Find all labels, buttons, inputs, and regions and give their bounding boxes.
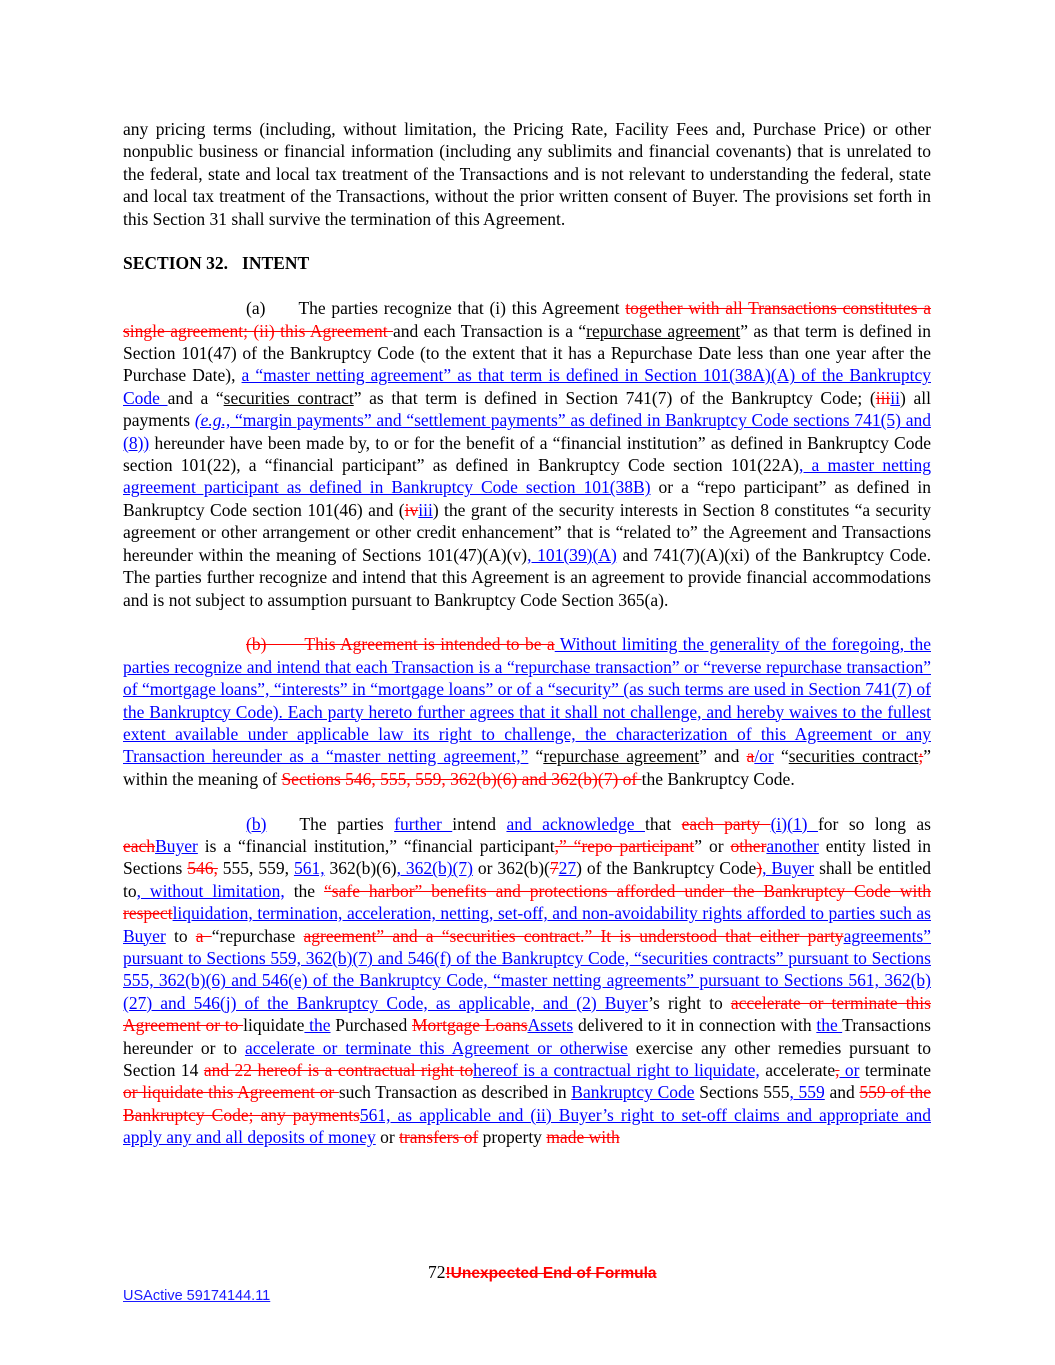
deleted-text-run: accelerate or terminate this Agreement or to xyxy=(123,992,931,1036)
text-run-normal: (a) xyxy=(246,298,266,319)
inserted-text-run: ii xyxy=(890,387,901,408)
inserted-text-run: accelerate or terminate this Agreement or otherwise xyxy=(244,1037,628,1058)
defined-term-underline: repurchase agreement xyxy=(586,320,741,341)
text-run-normal: such Transaction as described in xyxy=(338,1082,572,1103)
deleted-text-run: iv xyxy=(404,499,419,520)
deleted-text-run: agreement” and a “securities contract.” It is understood that either party xyxy=(303,925,844,946)
inserted-text-run: Bankruptcy Code xyxy=(571,1082,695,1103)
paragraph-a xyxy=(123,297,931,611)
deleted-text-run: , xyxy=(835,1060,840,1080)
deleted-text-run: ) xyxy=(756,858,763,879)
text-run-normal: ” or xyxy=(694,835,731,856)
text-run-normal: intend xyxy=(452,813,507,834)
text-run-normal: “ xyxy=(773,746,789,767)
text-run-normal: The parties recognize that (i) this Agreement xyxy=(298,298,626,319)
text-run-normal: hereunder have been made by, to or for the benefit of a “financial institution” as defined in Bankruptcy Code section 101(22), a “financial participant” as defined in Bankruptcy Code section 101(22A) xyxy=(123,432,931,476)
text-run-normal: ) all payments xyxy=(123,387,931,431)
deleted-text-run: and 22 hereof is a contractual right to xyxy=(203,1060,474,1080)
text-run-normal: “ xyxy=(528,746,544,767)
text-run-normal: “repurchase xyxy=(211,925,304,946)
document-id-stamp: USActive 59174144.11 xyxy=(123,1288,271,1304)
text-run-normal: Transactions hereunder or to xyxy=(123,1015,931,1058)
text-run-normal: ) of the Bankruptcy Code xyxy=(576,858,757,879)
text-run-normal: and a “ xyxy=(167,387,224,408)
text-run-normal: ” as that term is defined in Section 101(47) of the Bankruptcy Code (to the extent that it has a Repurchase Date less than one year after the Purchase Date), xyxy=(123,320,932,386)
page-number: 72 xyxy=(428,1262,446,1282)
text-run-normal: and each Transaction is a “ xyxy=(392,320,587,341)
text-run-normal: or 362(b)( xyxy=(472,858,550,879)
inserted-text-run: , Buyer xyxy=(762,858,815,879)
inserted-text-run: , 559 xyxy=(789,1082,825,1103)
document-body xyxy=(123,118,931,1171)
deleted-text-run: “safe harbor” benefits and protections afforded under the Bankruptcy Code with respect xyxy=(123,880,931,924)
inserted-text-run: 27 xyxy=(558,858,577,879)
inserted-text-run: and acknowledge xyxy=(506,813,645,834)
text-run-normal: any pricing terms (including, without limitation, the Pricing Rate, Facility Fees and, Purchase Price) or other nonpublic business or financial information (including any sublimits and financial covenants) that is unrelated to the federal, state and local tax treatment of the Transactions and is not relevant to understanding the federal, state and local tax treatment of the Transactions, without the prior written consent of Buyer. The provisions set forth in this Section 31 shall survive the termination of this Agreement. xyxy=(123,119,931,229)
text-run-normal: delivered to it in connection with xyxy=(573,1015,817,1036)
deleted-text-run: Sections 546, 555, 559, 362(b)(6) and 362(b)(7) of xyxy=(281,768,642,789)
inserted-text-run: the xyxy=(304,1015,331,1036)
inserted-text-run: , 101(39)(A) xyxy=(527,544,617,565)
inserted-text-run: 561, xyxy=(293,858,325,879)
text-run-normal: ” as that term is defined in Section 741(7) of the Bankruptcy Code; ( xyxy=(353,387,876,408)
inserted-text-run: another xyxy=(766,835,819,856)
text-run-normal: Sections 555 xyxy=(694,1082,790,1103)
deleted-text-run: Mortgage Loans xyxy=(411,1015,528,1036)
deleted-text-run: iii xyxy=(875,387,891,408)
deleted-text-run: ,” “repo participant xyxy=(554,835,695,856)
text-run-normal: 362(b)(6) xyxy=(324,858,397,879)
text-run-normal: and 741(7)(A)(xi) of the Bankruptcy Code. The parties further recognize and intend that this Agreement is an agreement to provide financial accommodations and is not subject to assumption pursuant to Bankruptcy Code Section 365(a). xyxy=(123,544,932,610)
inserted-text-run-italic: (e.g., xyxy=(194,410,236,431)
text-run-normal: The parties xyxy=(299,813,395,834)
inserted-text-run: Buyer xyxy=(155,835,198,856)
inserted-text-run: (i)(1) xyxy=(770,813,818,834)
text-run-normal: 555, 559, xyxy=(217,858,294,879)
deleted-text-run: a xyxy=(746,746,755,767)
text-run-normal: for so long as xyxy=(817,813,931,834)
text-run-normal: ” and xyxy=(699,746,747,767)
text-run-normal: is a “financial institution,” “financial participant xyxy=(197,835,555,856)
text-run-normal: the Bankruptcy Code. xyxy=(641,768,795,789)
text-run-normal: exercise any other remedies pursuant to Section 14 xyxy=(123,1037,931,1080)
paragraph-b-replaced xyxy=(123,633,931,790)
deleted-text-run: or liquidate this Agreement or xyxy=(123,1082,339,1103)
text-run-normal: or xyxy=(375,1127,400,1148)
text-run-normal: accelerate xyxy=(759,1060,836,1080)
heading-text-run: INTENT xyxy=(242,253,310,274)
inserted-text-run: agreements” pursuant to Sections 559, 362(b)(7) and 546(f) of the Bankruptcy Code, “securities contracts” pursuant to Sections 555, 362(b)(6) and 546(e) of the Bankruptcy Code, “master netting agreements” pursuant to Sections 561, 362(b)(27) and 546(j) of the Bankruptcy Code, as applicable, and (2) Buyer xyxy=(123,925,932,1013)
inserted-text-run: 561, as applicable and (ii) Buyer’s right to set-off claims and appropriate and apply any and all deposits of money xyxy=(123,1104,931,1148)
inserted-text-run: iii xyxy=(418,499,433,520)
text-run-normal: liquidate xyxy=(243,1015,305,1036)
deleted-text-run: 546, xyxy=(187,858,218,879)
defined-term-underline: securities contract xyxy=(223,387,354,408)
inserted-text-run: hereof is a contractual right to liquidate, xyxy=(473,1060,760,1080)
deleted-text-run: made with xyxy=(546,1127,620,1148)
text-run-normal: or a “repo participant” as defined in Bankruptcy Code section 101(46) and ( xyxy=(123,477,931,520)
inserted-text-run: (b) xyxy=(246,813,267,834)
inserted-text-run: the xyxy=(816,1015,843,1036)
inserted-text-run: “margin payments” and “settlement payments” as defined in Bankruptcy Code sections 741(5) and (8)) xyxy=(123,410,931,453)
page-footer xyxy=(428,1262,657,1283)
deleted-text-run: a xyxy=(195,925,212,946)
inserted-text-run: Assets xyxy=(527,1015,574,1036)
deleted-text-run: each party xyxy=(681,813,771,834)
deleted-text-run: transfers of xyxy=(399,1127,479,1148)
inserted-text-run: /or xyxy=(754,746,774,767)
deleted-text-run: each xyxy=(123,835,156,856)
inserted-text-run: a “master netting agreement” as that term is defined in Section 101(38A)(A) of the Bankruptcy Code xyxy=(123,365,931,408)
inserted-text-run: , a master netting agreement participant as defined in Bankruptcy Code section 101(38B) xyxy=(123,455,931,498)
text-run-normal: entity listed in Sections xyxy=(123,835,931,879)
text-run-normal: to xyxy=(165,925,196,946)
intro-paragraph xyxy=(123,118,931,230)
inserted-text-run: , 362(b)(7) xyxy=(396,858,473,879)
deleted-text-run: other xyxy=(730,835,767,856)
defined-term-underline: securities contract xyxy=(788,746,919,767)
inserted-text-run: , without limitation, xyxy=(136,880,285,901)
text-run-normal: and xyxy=(824,1082,860,1103)
section-heading xyxy=(123,252,931,274)
text-run-normal: property xyxy=(478,1127,547,1148)
defined-term-underline: repurchase agreement xyxy=(543,746,700,767)
inserted-text-run: Without limiting the generality of the foregoing, the parties recognize and intend that each Transaction is a “repurchase transaction” or “reverse repurchase transaction” of “mortgage loans”, “interests” in “mortgage loans” or of a “security” (as such terms are used in Section 741(7) of the Bankruptcy Code). Each party hereto further agrees that it shall not challenge, and hereby waives to the fullest extent available under applicable law its right to challenge, the characterization of this Agreement or any Transaction hereunder as a “master netting agreement,” xyxy=(123,634,931,767)
text-run-normal: shall be entitled to xyxy=(123,858,931,901)
text-run-normal: that xyxy=(644,813,682,834)
text-run-normal: ” within the meaning of xyxy=(123,746,931,789)
text-run-normal: ) the grant of the security interests in Section 8 constitutes “a security agreement or other arrangement or other credit enhancement” that is “related to” the Agreement and Transactions hereunder within the meaning of Sections 101(47)(A)(v) xyxy=(123,499,931,565)
deleted-text-run: together with all Transactions constitutes a single agreement; (ii) this Agreement xyxy=(123,298,932,341)
inserted-text-run: or xyxy=(839,1060,860,1080)
deleted-text-run: ; xyxy=(918,746,924,767)
heading-text-run: SECTION 32. xyxy=(123,253,229,274)
text-run-normal: the xyxy=(284,880,325,901)
text-run-normal: Purchased xyxy=(330,1015,412,1036)
deleted-text-run: 559 of the Bankruptcy Code; any payments xyxy=(123,1082,931,1125)
text-run-normal: ’s right to xyxy=(648,992,731,1013)
field-error-text: !Unexpected End of Formula xyxy=(445,1265,657,1282)
deleted-text-run: 7 xyxy=(549,858,559,879)
inserted-text-run: further xyxy=(394,813,453,834)
paragraph-b-new xyxy=(123,813,931,1149)
deleted-text-run: (b) This Agreement is intended to be a xyxy=(246,634,555,655)
inserted-text-run: liquidation, termination, acceleration, netting, set-off, and non-avoidability rights afforded to parties such as Buyer xyxy=(123,903,931,946)
text-run-normal: terminate xyxy=(859,1060,931,1080)
